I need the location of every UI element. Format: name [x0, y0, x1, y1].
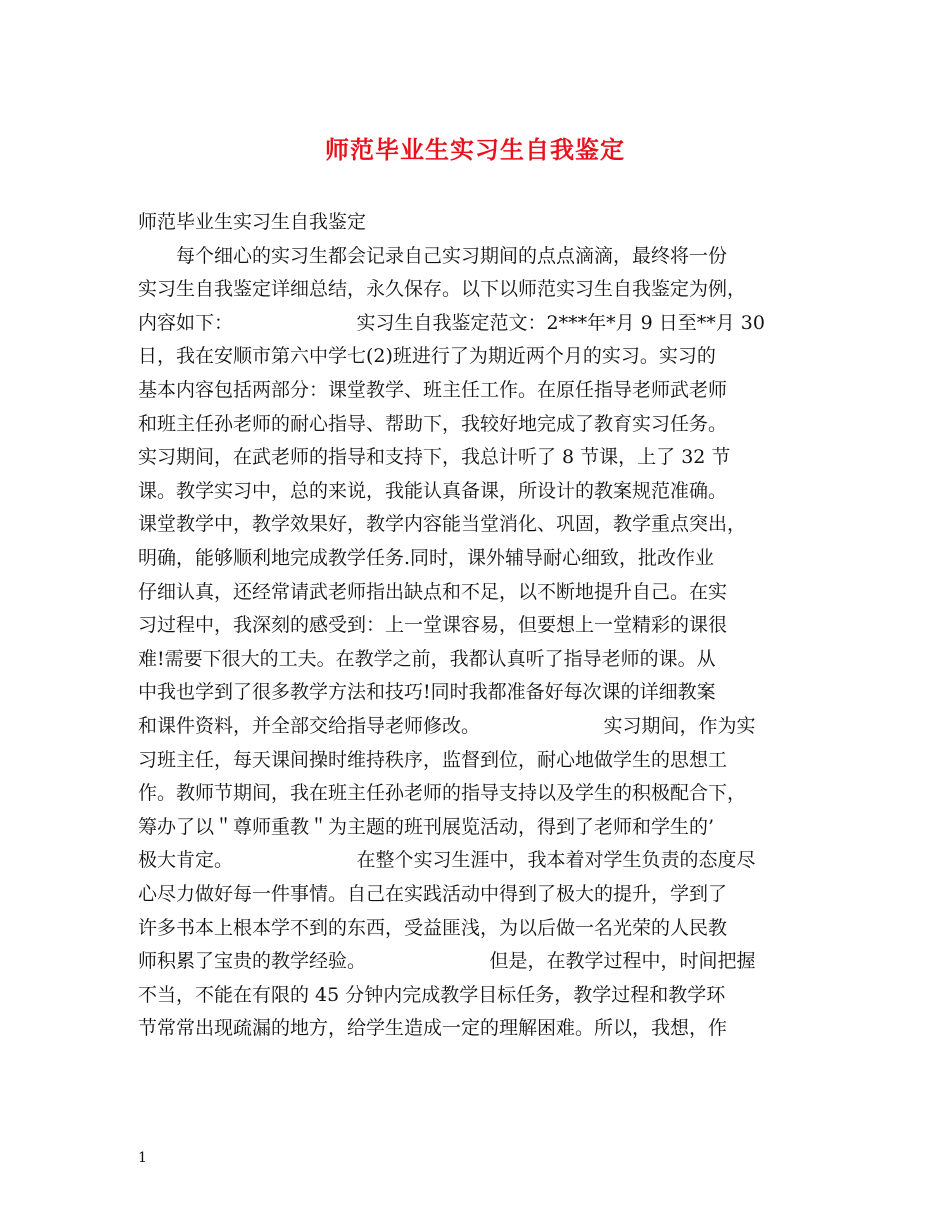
body-line: 实习生自我鉴定详细总结，永久保存。以下以师范实习生自我鉴定为例， [138, 278, 747, 301]
body-line: 和班主任孙老师的耐心指导、帮助下，我较好地完成了教育实习任务。 [138, 412, 728, 435]
document-title: 师范毕业生实习生自我鉴定 [325, 135, 625, 164]
body-line: 日，我在安顺市第六中学七(2)班进行了为期近两个月的实习。实习的 [138, 345, 716, 368]
body-line: 中我也学到了很多教学方法和技巧!同时我都准备好每次课的详细教案 [138, 681, 716, 704]
body-line: 和课件资料，并全部交给指导老师修改。 实习期间，作为实 [138, 715, 756, 737]
body-line: 节常常出现疏漏的地方，给学生造成一定的理解困难。所以，我想，作 [138, 1017, 728, 1040]
body-line: 每个细心的实习生都会记录自己实习期间的点点滴滴，最终将一份 [138, 244, 728, 267]
body-line: 内容如下： 实习生自我鉴定范文：2***年*月 9 日至**月 30 [138, 311, 765, 334]
body-line: 明确，能够顺利地完成教学任务.同时，课外辅导耐心细致，批改作业 [138, 547, 715, 569]
body-line: 习班主任，每天课间操时维持秩序，监督到位，耐心地做学生的思想工 [138, 748, 728, 771]
body-line: 实习期间，在武老师的指导和支持下，我总计听了 8 节课，上了 32 节 [138, 446, 731, 469]
body-line: 仔细认真，还经常请武老师指出缺点和不足，以不断地提升自己。在实 [138, 580, 728, 603]
body-line: 不当，不能在有限的 45 分钟内完成教学目标任务，教学过程和教学环 [138, 983, 726, 1006]
body-line: 课。教学实习中，总的来说，我能认真备课，所设计的教案规范准确。 [138, 479, 728, 502]
body-line: 许多书本上根本学不到的东西，受益匪浅，为以后做一名光荣的人民教 [138, 916, 728, 939]
body-line: 筹办了以＂尊师重教＂为主题的班刊展览活动，得到了老师和学生的’ [138, 815, 715, 838]
body-line: 课堂教学中，教学效果好，教学内容能当堂消化、巩固，教学重点突出， [138, 513, 747, 536]
body-line: 作。教师节期间，我在班主任孙老师的指导支持以及学生的积极配合下， [138, 782, 747, 805]
body-line: 习过程中，我深刻的感受到：上一堂课容易，但要想上一堂精彩的课很 [138, 614, 728, 637]
page-number: 1 [138, 1150, 147, 1166]
body-line: 难!需要下很大的工夫。在教学之前，我都认真听了指导老师的课。从 [138, 647, 716, 670]
body-line: 师范毕业生实习生自我鉴定 [138, 211, 367, 233]
body-line: 极大肯定。 在整个实习生涯中，我本着对学生负责的态度尽 [138, 849, 756, 872]
body-line: 心尽力做好每一件事情。自己在实践活动中得到了极大的提升，学到了 [138, 883, 728, 905]
body-line: 基本内容包括两部分：课堂教学、班主任工作。在原任指导老师武老师 [138, 379, 728, 401]
body-line: 师积累了宝贵的教学经验。 但是，在教学过程中，时间把握 [138, 950, 756, 973]
